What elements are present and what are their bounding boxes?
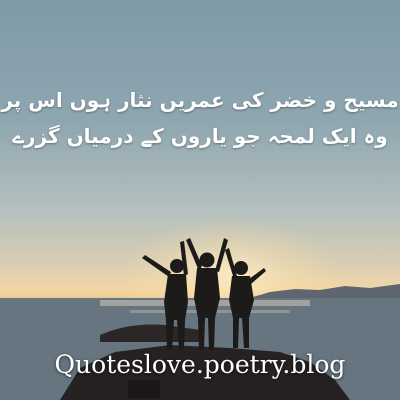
poem-line: وہ ایک لمحہ جو یاروں کے درمیاں گزرے: [12, 124, 388, 148]
distant-hills: [250, 284, 400, 300]
watermark-text: Quoteslove.poetry.blog: [54, 350, 346, 379]
urdu-poem: [0, 82, 400, 154]
bag-on-rock: [128, 380, 160, 398]
poem-line: مسیح و خضر کی عمریں نثار ہوں اس پر: [1, 88, 399, 112]
